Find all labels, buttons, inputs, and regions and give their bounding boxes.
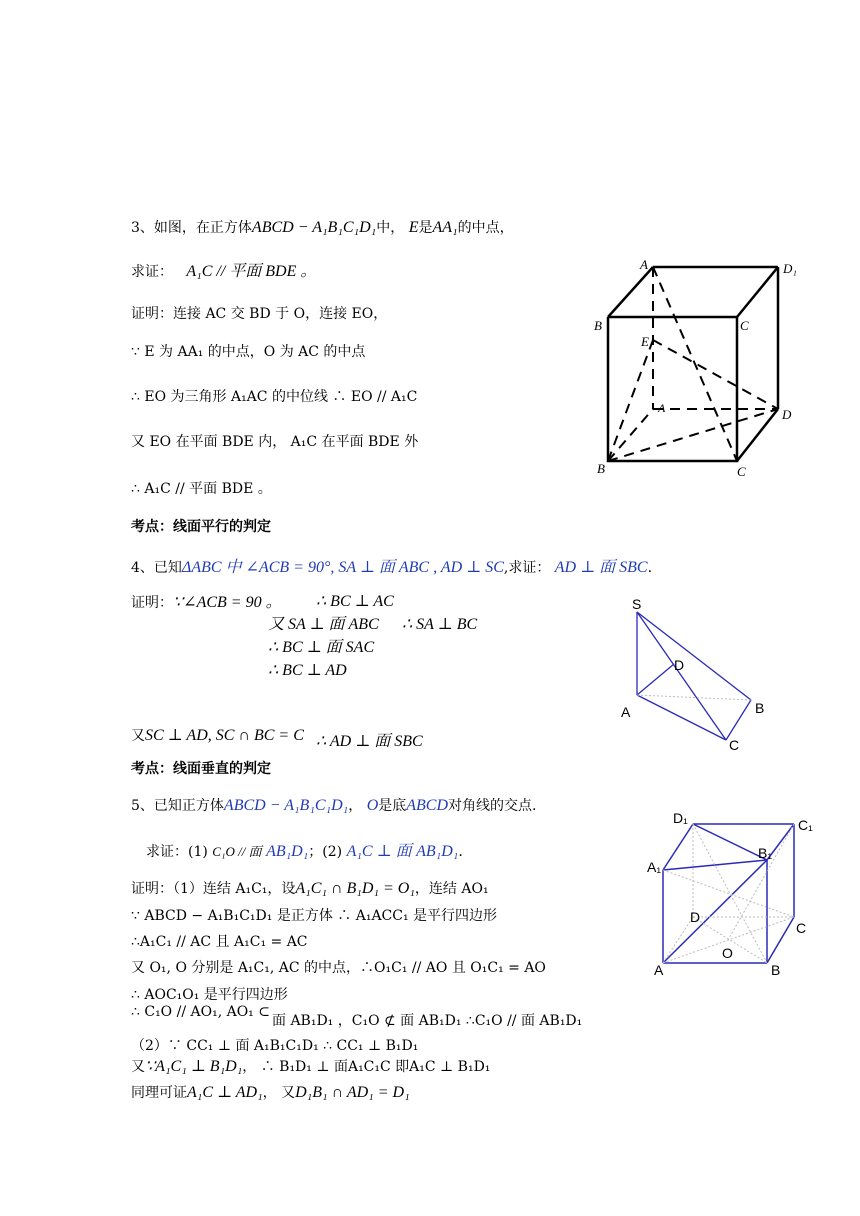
p4-step1: 证明：∵∠ACB = 90 。 [131, 594, 282, 611]
fig2-label-a: A [621, 704, 631, 720]
p3-kaodian: 考点：线面平行的判定 [131, 519, 271, 535]
p5-q7: （2）∵ CC₁ ⊥ 面 A₁B₁C₁D₁ ∴ CC₁ ⊥ B₁D₁ [131, 1038, 419, 1054]
p5-q8: 又∵A₁C₁ ⊥ B₁D₁， ∴ B₁D₁ ⊥ 面A₁C₁C 即A₁C ⊥ B₁D₁ [131, 1058, 491, 1075]
fig1-label-b: B [594, 318, 602, 333]
p4-step5: 又SC ⊥ AD, SC ∩ BC = C [131, 727, 304, 744]
fig1-label-a: A [640, 257, 648, 272]
fig3-label-d: D [690, 909, 701, 925]
p4-step3: ∴ BC ⊥ 面 SAC [268, 639, 375, 656]
p3-prove: 求证： A₁C // 平面 BDE 。 [131, 263, 317, 280]
p5-prove: 求证：(1) C₁O // 面 AB₁D₁；(2) A₁C ⊥ 面 AB₁D₁. [146, 843, 463, 860]
p4-step2b: ∴ SA ⊥ BC [402, 616, 478, 633]
p5-q3: ∴A₁C₁ // AC 且 A₁C₁ = AC [131, 934, 308, 950]
cube-figure-1 [590, 255, 810, 485]
tetrahedron-figure-2 [615, 590, 780, 760]
fig3-label-d1: D₁ [673, 810, 688, 826]
p4-step2a: 又 SA ⊥ 面 ABC [268, 616, 379, 633]
fig2-label-b: B [755, 700, 765, 716]
p3-line5: ∴ A₁C // 平面 BDE 。 [131, 481, 272, 497]
p5-q2: ∵ ABCD − A₁B₁C₁D₁ 是正方体 ∴ A₁ACC₁ 是平行四边形 [131, 908, 498, 924]
p3-line1: 证明：连接 AC 交 BD 于 O，连接 EO， [131, 306, 388, 322]
p4-step5-conclusion: ∴ AD ⊥ 面 SBC [316, 733, 423, 750]
p3-line2: ∵ E 为 AA₁ 的中点，O 为 AC 的中点 [131, 344, 366, 360]
fig1-label-d1: D₁ [783, 261, 797, 276]
p5-intro: 5、已知正方体ABCD − A₁B₁C₁D₁， O是底ABCD对角线的交点. [131, 797, 537, 814]
fig3-label-a1: A₁ [647, 859, 662, 875]
fig1-label-c-low: C [737, 464, 746, 479]
fig3-label-b: B [771, 962, 781, 978]
fig1-label-b-low: B [597, 461, 605, 476]
p3-intro: 3、如图，在正方体ABCD − A₁B₁C₁D₁中， E是AA₁的中点， [131, 219, 514, 236]
fig1-label-c: C [740, 318, 749, 333]
fig3-label-c: C [796, 920, 807, 936]
fig3-label-c1: C₁ [798, 817, 813, 833]
fig3-label-b1: B₁ [758, 845, 773, 861]
fig2-label-c: C [729, 737, 740, 753]
p4-intro: 4、已知ΔABC 中 ∠ACB = 90°, SA ⊥ 面 ABC , AD ⊥ SC,求证： AD ⊥ 面 SBC. [131, 559, 653, 576]
p5-q6b: 面 AB₁D₁ ，C₁O ⊄ 面 AB₁D₁ ∴C₁O // 面 AB₁D₁ [272, 1013, 583, 1029]
fig1-label-d: D [782, 407, 792, 422]
fig2-label-s: S [632, 596, 642, 612]
fig2-label-d: D [674, 657, 685, 673]
p4-step4: ∴ BC ⊥ AD [268, 662, 347, 679]
p5-q6: ∴ C₁O // AO₁, AO₁ ⊂ [131, 1004, 270, 1020]
cube-figure-3 [640, 805, 830, 985]
fig1-label-a-low: A [658, 401, 666, 415]
p4-kaodian: 考点：线面垂直的判定 [131, 761, 271, 777]
p5-q5: ∴ AOC₁O₁ 是平行四边形 [131, 987, 288, 1003]
p5-q9: 同理可证A₁C ⊥ AD₁， 又D₁B₁ ∩ AD₁ = D₁ [131, 1084, 410, 1101]
p5-q1: 证明：（1）连结 A₁C₁，设A₁C₁ ∩ B₁D₁ = O₁，连结 AO₁ [131, 880, 489, 897]
p5-q4: 又 O₁, O 分别是 A₁C₁, AC 的中点，∴O₁C₁ // AO 且 O₁C₁ = AO [131, 960, 546, 976]
p3-line3: ∴ EO 为三角形 A₁AC 的中位线 ∴ EO // A₁C [131, 389, 418, 405]
fig3-label-a: A [654, 962, 664, 978]
p4-step1-conclusion: ∴ BC ⊥ AC [316, 593, 394, 610]
fig1-label-e: E [641, 334, 649, 349]
p3-line4: 又 EO 在平面 BDE 内， A₁C 在平面 BDE 外 [131, 434, 419, 450]
fig3-label-o: O [722, 945, 733, 961]
